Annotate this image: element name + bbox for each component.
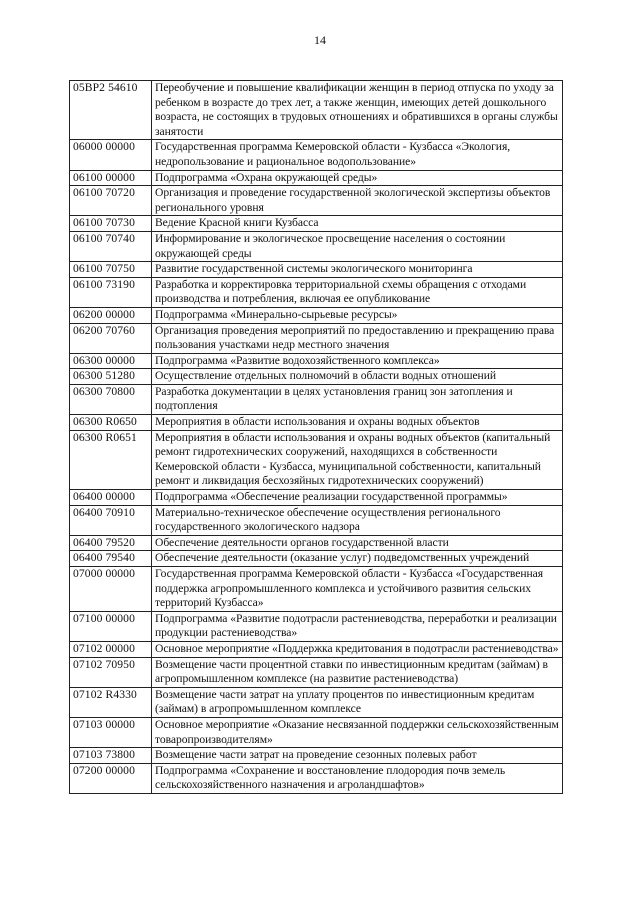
page-number: 14: [314, 33, 326, 47]
row-description: Организация и проведение государственной экологической экспертизы объектов регионального уровня: [152, 186, 563, 216]
row-code: 05ВР2 54610: [70, 81, 152, 140]
table-row: [70, 611, 563, 641]
row-description: Информирование и экологическое просвещение населения о состоянии окружающей среды: [152, 231, 563, 261]
table-row: [70, 430, 563, 489]
row-description: Государственная программа Кемеровской области - Кузбасса «Экология, недропользование и рациональное водопользование»: [152, 140, 563, 170]
row-description: Возмещение части затрат на проведение сезонных полевых работ: [152, 748, 563, 764]
table-row: [70, 551, 563, 567]
row-description: Подпрограмма «Минерально-сырьевые ресурсы»: [152, 307, 563, 323]
row-description: Разработка и корректировка территориальной схемы обращения с отходами производства и потребления, включая ее опубликование: [152, 277, 563, 307]
row-code: 06100 73190: [70, 277, 152, 307]
row-description: Осуществление отдельных полномочий в области водных отношений: [152, 369, 563, 385]
table-row: [70, 535, 563, 551]
table-row: [70, 567, 563, 612]
row-code: 06300 70800: [70, 384, 152, 414]
row-code: 06100 70730: [70, 216, 152, 232]
row-code: 06100 70750: [70, 262, 152, 278]
row-description: Ведение Красной книги Кузбасса: [152, 216, 563, 232]
table-row: [70, 186, 563, 216]
row-code: 06400 00000: [70, 490, 152, 506]
row-code: 06100 00000: [70, 170, 152, 186]
table-row: [70, 170, 563, 186]
row-description: Организация проведения мероприятий по предоставлению и прекращению права пользования участками недр местного значения: [152, 323, 563, 353]
table-row: [70, 748, 563, 764]
table-row: [70, 687, 563, 717]
table-row: [70, 384, 563, 414]
row-code: 06400 70910: [70, 505, 152, 535]
row-description: Возмещение части затрат на уплату процентов по инвестиционным кредитам (займам) в агропромышленном комплексе: [152, 687, 563, 717]
table-row: [70, 81, 563, 140]
row-description: Подпрограмма «Развитие подотрасли растениеводства, переработки и реализации продукции растениеводства»: [152, 611, 563, 641]
table-row: [70, 641, 563, 657]
row-code: 06200 70760: [70, 323, 152, 353]
row-code: 06400 79540: [70, 551, 152, 567]
row-code: 06300 51280: [70, 369, 152, 385]
row-description: Основное мероприятие «Поддержка кредитования в подотрасли растениеводства»: [152, 641, 563, 657]
table-row: [70, 763, 563, 793]
row-code: 07102 00000: [70, 641, 152, 657]
table-row: [70, 490, 563, 506]
row-code: 07000 00000: [70, 567, 152, 612]
table-row: [70, 323, 563, 353]
row-code: 06300 R0650: [70, 415, 152, 431]
row-code: 07102 70950: [70, 657, 152, 687]
row-description: Переобучение и повышение квалификации женщин в период отпуска по уходу за ребенком в возрасте до трех лет, а также женщин, имеющих детей дошкольного возраста, не состоящих в трудовых отношениях и обратившихся в органы службы занятости: [152, 81, 563, 140]
row-description: Развитие государственной системы экологического мониторинга: [152, 262, 563, 278]
row-description: Подпрограмма «Охрана окружающей среды»: [152, 170, 563, 186]
row-code: 06100 70740: [70, 231, 152, 261]
row-description: Обеспечение деятельности (оказание услуг) подведомственных учреждений: [152, 551, 563, 567]
row-code: 06100 70720: [70, 186, 152, 216]
row-code: 06000 00000: [70, 140, 152, 170]
row-description: Материально-техническое обеспечение осуществления регионального государственного экологического надзора: [152, 505, 563, 535]
table-row: [70, 505, 563, 535]
row-code: 07102 R4330: [70, 687, 152, 717]
row-description: Государственная программа Кемеровской области - Кузбасса «Государственная поддержка агропромышленного комплекса и устойчивого развития сельских территорий Кузбасса»: [152, 567, 563, 612]
table-row: [70, 369, 563, 385]
table-row: [70, 140, 563, 170]
row-code: 06200 00000: [70, 307, 152, 323]
row-description: Возмещение части процентной ставки по инвестиционным кредитам (займам) в агропромышленном комплексе (на развитие растениеводства): [152, 657, 563, 687]
budget-codes-table: [69, 80, 563, 794]
row-description: Обеспечение деятельности органов государственной власти: [152, 535, 563, 551]
row-description: Подпрограмма «Сохранение и восстановление плодородия почв земель сельскохозяйственного назначения и агроландшафтов»: [152, 763, 563, 793]
table-row: [70, 277, 563, 307]
table-row: [70, 717, 563, 747]
table-row: [70, 307, 563, 323]
row-code: 07100 00000: [70, 611, 152, 641]
table-row: [70, 262, 563, 278]
row-code: 07103 00000: [70, 717, 152, 747]
table-row: [70, 657, 563, 687]
row-code: 06300 00000: [70, 353, 152, 369]
row-code: 07103 73800: [70, 748, 152, 764]
table-row: [70, 353, 563, 369]
row-code: 06300 R0651: [70, 430, 152, 489]
row-code: 07200 00000: [70, 763, 152, 793]
row-description: Разработка документации в целях установления границ зон затопления и подтопления: [152, 384, 563, 414]
table-row: [70, 216, 563, 232]
row-description: Мероприятия в области использования и охраны водных объектов (капитальный ремонт гидротехнических сооружений, находящихся в собственности Кемеровской области - Кузбасса, муниципальной собственности, капитальный ремонт и ликвидация бесхозяйных гидротехнических сооружений): [152, 430, 563, 489]
row-code: 06400 79520: [70, 535, 152, 551]
table-body: [70, 81, 563, 794]
row-description: Мероприятия в области использования и охраны водных объектов: [152, 415, 563, 431]
row-description: Основное мероприятие «Оказание несвязанной поддержки сельскохозяйственным товаропроизводителям»: [152, 717, 563, 747]
row-description: Подпрограмма «Обеспечение реализации государственной программы»: [152, 490, 563, 506]
table-row: [70, 231, 563, 261]
table-row: [70, 415, 563, 431]
row-description: Подпрограмма «Развитие водохозяйственного комплекса»: [152, 353, 563, 369]
